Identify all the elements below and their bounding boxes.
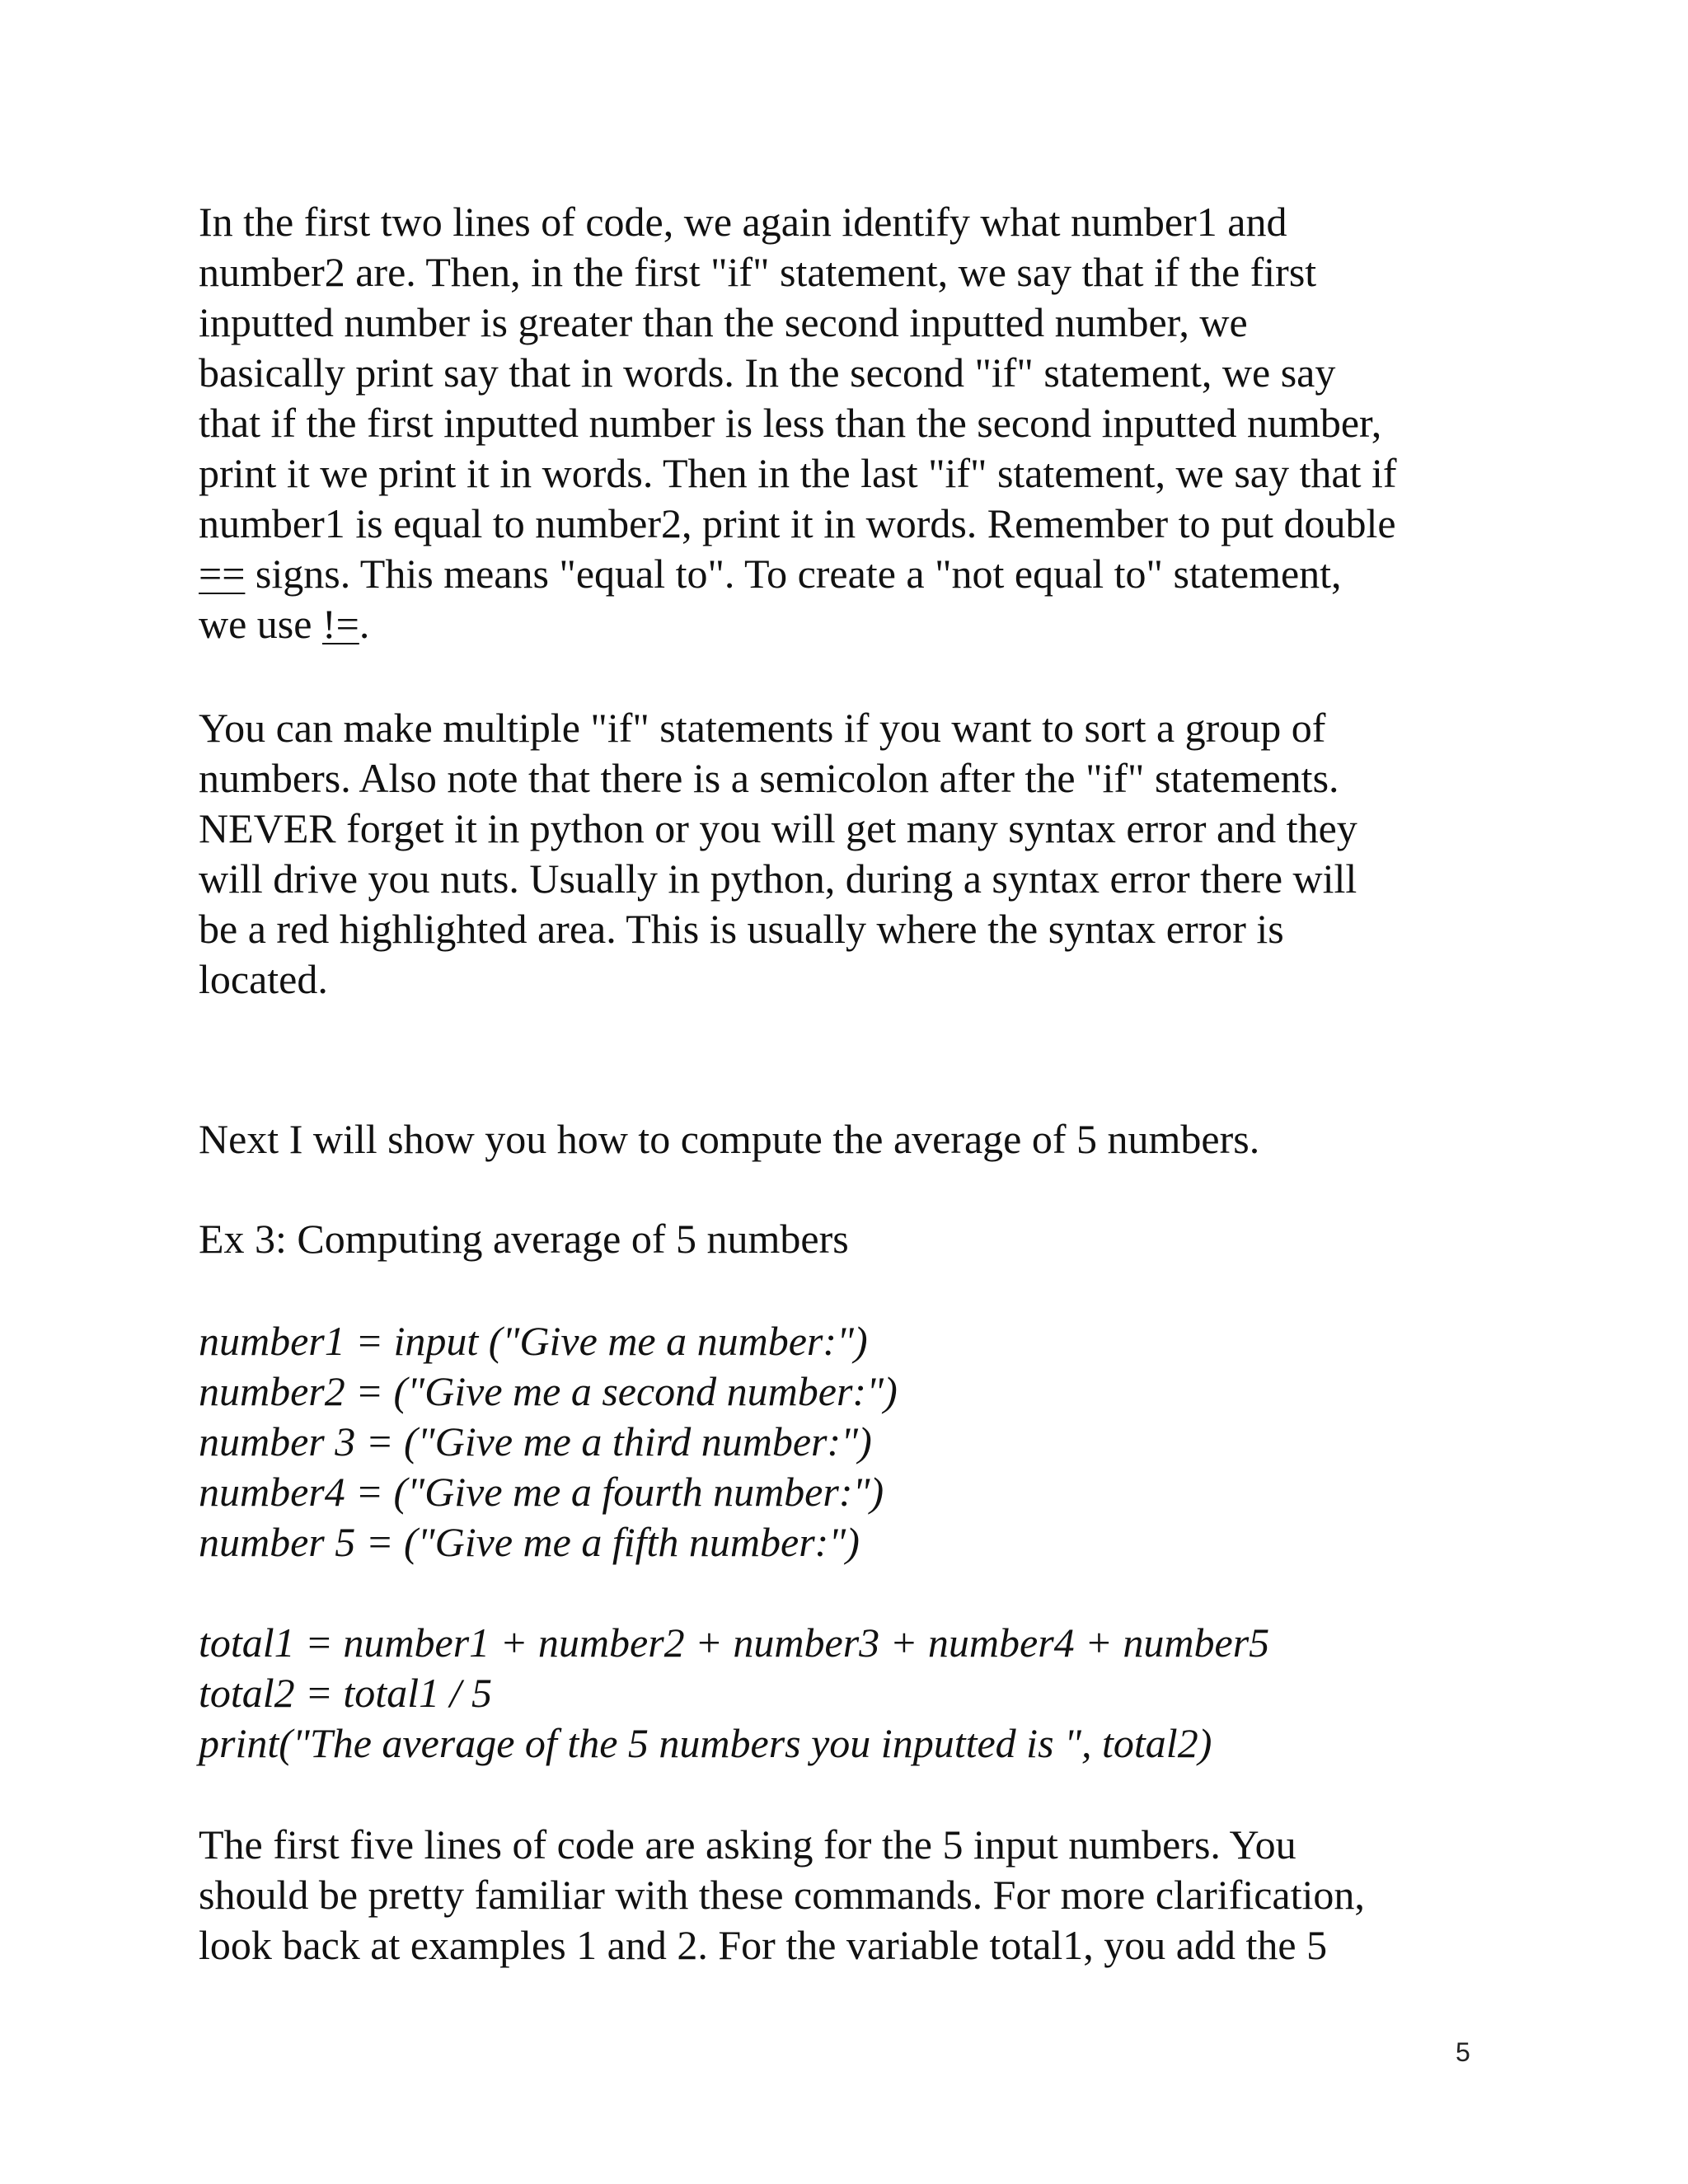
- equality-operator-text: ==: [199, 551, 246, 597]
- code-line: print("The average of the 5 numbers you inputted is ", total2): [199, 1720, 1212, 1766]
- code-line: total1 = number1 + number2 + number3 + number4 + number5: [199, 1619, 1270, 1666]
- text-line: will drive you nuts. Usually in python, during a syntax error there will: [199, 855, 1357, 902]
- text-line: NEVER forget it in python or you will get many syntax error and they: [199, 805, 1357, 851]
- text-line: located.: [199, 956, 328, 1002]
- text-line: You can make multiple "if" statements if you want to sort a group of: [199, 705, 1326, 751]
- text-line: In the first two lines of code, we again identify what number1 and: [199, 199, 1287, 245]
- text-line: look back at examples 1 and 2. For the variable total1, you add the 5: [199, 1922, 1328, 1968]
- text-line: number2 are. Then, in the first "if" statement, we say that if the first: [199, 249, 1317, 295]
- text-line-end: .: [359, 601, 370, 647]
- text-line: basically print say that in words. In the second "if" statement, we say: [199, 349, 1336, 396]
- text-line-rest: signs. This means "equal to". To create a "not equal to" statement,: [245, 551, 1342, 597]
- text-line: [199, 599, 1493, 649]
- text-line: that if the first inputted number is less than the second inputted number,: [199, 400, 1382, 446]
- code-line: number4 = ("Give me a fourth number:"): [199, 1469, 884, 1515]
- paragraph-3: [199, 1114, 1493, 1165]
- code-line: number 5 = ("Give me a fifth number:"): [199, 1519, 860, 1565]
- text-line: Next I will show you how to compute the average of 5 numbers.: [199, 1116, 1260, 1162]
- text-line: inputted number is greater than the second inputted number, we: [199, 299, 1248, 345]
- text-line: should be pretty familiar with these commands. For more clarification,: [199, 1872, 1365, 1918]
- paragraph-4: [199, 1820, 1493, 1971]
- text-line: number1 is equal to number2, print it in words. Remember to put double: [199, 500, 1396, 546]
- not-equal-operator-text: !=: [321, 601, 359, 647]
- text-line: be a red highlighted area. This is usually where the syntax error is: [199, 906, 1284, 952]
- text-line: numbers. Also note that there is a semicolon after the "if" statements.: [199, 755, 1339, 801]
- code-line: number1 = input ("Give me a number:"): [199, 1318, 868, 1364]
- code-line: total2 = total1 / 5: [199, 1670, 492, 1716]
- example-title: Ex 3: Computing average of 5 numbers: [199, 1216, 849, 1262]
- text-line-start: we use: [199, 601, 322, 647]
- page-number: 5: [1456, 2037, 1470, 2067]
- code-line: number 3 = ("Give me a third number:"): [199, 1418, 872, 1465]
- example-heading: [199, 1214, 1493, 1264]
- code-block-inputs: [199, 1316, 1493, 1568]
- paragraph-2: [199, 703, 1493, 1005]
- code-block-average: [199, 1618, 1493, 1769]
- text-line: The first five lines of code are asking for the 5 input numbers. You: [199, 1821, 1296, 1868]
- code-line: number2 = ("Give me a second number:"): [199, 1368, 898, 1414]
- text-line: print it we print it in words. Then in the last "if" statement, we say that if: [199, 450, 1397, 496]
- paragraph-1: [199, 197, 1493, 649]
- text-line: [199, 549, 1493, 599]
